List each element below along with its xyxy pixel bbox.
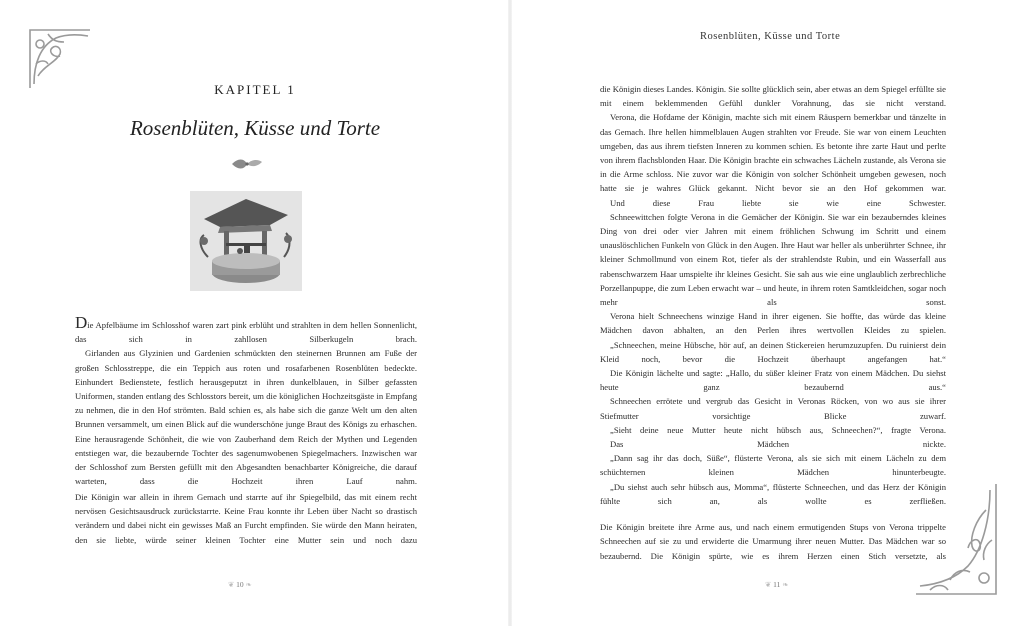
folio-right-text: 11 (773, 580, 781, 589)
leaf-ornament-icon (230, 156, 264, 172)
page-number-left: ❦ 10 ❧ (228, 580, 252, 589)
right-paragraph: Das Mädchen nickte. (610, 439, 946, 450)
chapter-title: Rosenblüten, Küsse und Torte (129, 116, 381, 140)
left-body-block-1 (75, 313, 417, 488)
right-paragraph: die Königin dieses Landes. Königin. Sie sollte glücklich sein, aber etwas an dem Spiegel erfüllte sie mit einem beklemmenden Gefühl dunkler Vorahnung, das sie nicht verstand. (600, 84, 946, 109)
chapter-label: KAPITEL 1 (214, 82, 296, 97)
right-paragraph: Verona, die Hofdame der Königin, machte sich mit einem Räuspern bemerkbar und tänzelte in das Gemach. Ihre hellen himmelblauen Augen strahlten vor Freude. Sie war von einem Leuchten umgeben, das aus ihrem tiefsten Inneren zu kommen schien. Es betonte ihre zarte Haut und perlte von ihrem flachsblonden Haar. Die Königin brachte ein schwaches Lächeln zustande, als Verona sie in die Arme schloss. Nie zuvor war die Königin von solcher Schönheit umgeben gewesen, noch hatte sie je wahres Glück gekannt. Nicht bevor sie an den Hof gekommen war. (600, 112, 946, 194)
running-header: Rosenblüten, Küsse und Torte (700, 31, 841, 42)
paragraph-2: Girlanden aus Glyzinien und Gardenien schmückten den steinernen Brunnen am Fuße der großen Schlosstreppe, die ein Teppich aus roten und rosafarbenen Rosenblüten bedeckte. Einhundert Bedienstete, festlich herausgeputzt in ihren dunkelblauen, in Silber gefassten Uniformen, standen entlang des Schlosstors bereit, um die königlichen Hochzeitsgäste in Empfang zu nehmen, die in den Hof strömten. Bald schien es, als habe sich die ganze Welt um den alten Brunnen versammelt, um einen Blick auf die wunderschöne junge Braut des Königs zu erhaschen. Eine herausragende Schönheit, die wie von Zauberhand dem Reich der Mythen und Legenden entstiegen war, die bezaubernde Tochter des sagenumwobenen Spiegelmachers. Inzwischen war der Schlosshof zum Bersten gefüllt mit den Abgesandten benachbarter Königreiche, die darauf warteten, dass die Hochzeit ihren Lauf nahm. (75, 348, 417, 487)
paragraph-1 (75, 313, 417, 346)
right-paragraph: „Dann sag ihr das doch, Süße“, flüsterte Verona, als sie sich mit einem Lächeln zu dem schüchternen kleinen Mädchen hinunterbeugte. (600, 453, 946, 478)
right-paragraph: Die Königin lächelte und sagte: „Hallo, du süßer kleiner Fratz von einem Mädchen. Du siehst heute ganz bezaubernd aus.“ (600, 368, 946, 393)
folio-left-text: 10 (236, 580, 244, 589)
paragraph-3: Die Königin war allein in ihrem Gemach und starrte auf ihr Spiegelbild, das mit einem recht nervösen Gesichtsausdruck zurückstarrte. Keine Frau konnte ihr Leben über Nacht so drastisch verändern und dabei nicht ein gewisses Maß an Furcht empfinden. Sie würde den Mann heiraten, den sie liebte, würde seiner kleinen Tochter eine Mutter sein und noch dazu (75, 492, 417, 545)
page-number-right: ❦ 11 ❧ (765, 580, 789, 589)
right-final-paragraph: Die Königin breitete ihre Arme aus, und nach einem ermutigenden Stups von Verona trippelte Schneechen auf sie zu und erwiderte die Umarmung ihrer neuen Mutter. Das Mädchen war so bezaubernd. Die Königin spürte, wie es ihrem Herzen einen Stich versetzte, als (600, 522, 946, 561)
paragraph-1-text: ie Apfelbäume im Schlosshof waren zart pink erblüht und strahlten in dem hellen Sonnenlicht, das sich in zahllosen Silberkugeln brach. (75, 320, 417, 345)
right-paragraph: „Schneechen, meine Hübsche, hör auf, an deinen Stickereien herumzuzupfen. Du ruinierst dein Kleid noch, bevor die Hochzeit überhaupt angefangen hat.“ (600, 339, 946, 364)
right-paragraph: „Sieht deine neue Mutter heute nicht hübsch aus, Schneechen?“, fragte Verona. (610, 424, 946, 435)
right-paragraph: „Du siehst auch sehr hübsch aus, Momma“, flüsterte Schneechen, und das Herz der Königin fühlte sich an, als wollte es zerfließen. (600, 481, 946, 506)
right-body-block (600, 82, 946, 563)
right-paragraph: Verona hielt Schneechens winzige Hand in ihrer eigenen. Sie hoffte, das würde das kleine Mädchen davon abhalten, an den Perlen ihres wertvollen Kleides zu spielen. (600, 311, 946, 336)
wishing-well-illustration (190, 191, 302, 291)
dropcap: D (75, 313, 88, 332)
right-paragraph: Und diese Frau liebte sie wie eine Schwester. (610, 197, 946, 208)
corner-flourish-icon (910, 480, 1000, 600)
right-paragraph: Schneechen errötete und vergrub das Gesicht in Veronas Röcken, von wo aus sie ihrer Stiefmutter vorsichtige Blicke zuwarf. (600, 396, 946, 421)
left-body-block-2 (75, 490, 417, 547)
right-paragraph: Schneewittchen folgte Verona in die Gemächer der Königin. Sie war ein bezauberndes kleines Ding von drei oder vier Jahren mit einem fröhlichen Schwung im Schritt und einem unauslöschlichen Funkeln von Glück in den Augen. Ihre Haut war heller als unberührter Schnee, ihr kleiner Schmollmund von einem Rot, tiefer als der strahlendste Rubin, und ein Wasserfall aus rabenschwarzem Haar umspielte ihr kleines Gesicht. Sie sah aus wie eine unglaublich zerbrechliche Porzellanpuppe, die zum Leben erwacht war – und heute, in ihrem roten Samtkleidchen, sogar noch mehr als sonst. (600, 211, 946, 308)
